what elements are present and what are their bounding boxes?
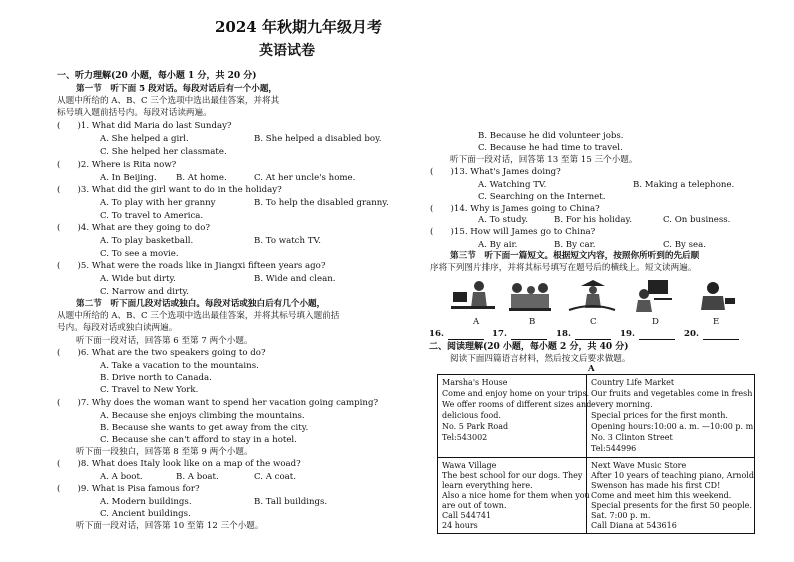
q1-option-b: B. She helped a disabled boy. bbox=[254, 134, 382, 144]
blank-number-20: 20. bbox=[684, 329, 699, 339]
ad-country-hours: Opening hours:10:00 a. m. —10:00 p. m. bbox=[591, 422, 756, 431]
exam-title: 2024 年秋期九年级月考 bbox=[215, 18, 382, 36]
ads-divider-horizontal bbox=[438, 457, 754, 458]
listen-6-7: 听下面一段对话，回答第 6 至第 7 两个小题。 bbox=[76, 336, 253, 346]
picture-e-cooking-icon bbox=[689, 278, 739, 314]
section1-header: 一、听力理解(20 小题，每小题 1 分，共 20 分) bbox=[57, 71, 257, 81]
q14-option-a: A. To study. bbox=[478, 215, 528, 225]
blank-number-18: 18. bbox=[556, 329, 571, 339]
question-9: ( )9. What is Pisa famous for? bbox=[57, 484, 200, 494]
q13-option-b: B. Making a telephone. bbox=[633, 180, 735, 190]
listen-10-12: 听下面一段对话，回答第 10 至第 12 三个小题。 bbox=[76, 521, 264, 531]
ad-country-phone: Tel:544996 bbox=[591, 444, 637, 453]
q8-option-c: C. A coat. bbox=[254, 472, 296, 482]
q2-option-b: B. At home. bbox=[176, 173, 227, 183]
ad-wawa-line: Also a nice home for them when you bbox=[442, 491, 590, 500]
q3-option-a: A. To play with her granny bbox=[100, 198, 216, 208]
ad-country-line: Our fruits and vegetables come in fresh bbox=[591, 389, 753, 398]
part2-line2: 从题中所给的 A、B、C 三个选项中选出最佳答案，并将其标号填入题前括 bbox=[57, 311, 340, 321]
q4-option-b: B. To watch TV. bbox=[254, 236, 321, 246]
ad-nextwave-title: Next Wave Music Store bbox=[591, 461, 687, 470]
question-15: ( )15. How will James go to China? bbox=[430, 227, 596, 237]
q5-option-a: A. Wide but dirty. bbox=[100, 274, 176, 284]
ad-marsha-line: Come and enjoy home on your trips. bbox=[442, 389, 590, 398]
ad-marsha-line: delicious food. bbox=[442, 411, 501, 420]
ad-wawa-line: The best school for our dogs. They bbox=[442, 471, 583, 480]
question-4: ( )4. What are they going to do? bbox=[57, 223, 211, 233]
q12-option-c: C. Because he had time to travel. bbox=[478, 143, 623, 153]
q7-option-b: B. Because she wants to get away from the city. bbox=[100, 423, 309, 433]
q8-option-b: B. A boat. bbox=[176, 472, 219, 482]
answer-blank-16[interactable] bbox=[429, 329, 484, 340]
q15-option-a: A. By air. bbox=[478, 240, 518, 250]
ad-country-address: No. 3 Clinton Street bbox=[591, 433, 673, 442]
ad-nextwave-line: Come and meet him this weekend. bbox=[591, 491, 732, 500]
q1-option-c: C. She helped her classmate. bbox=[100, 147, 227, 157]
q14-option-c: C. On business. bbox=[663, 215, 731, 225]
q4-option-a: A. To play basketball. bbox=[100, 236, 194, 246]
section2-intro: 阅读下面四篇语言材料，然后按文后要求做题。 bbox=[450, 354, 631, 364]
picture-label-a: A bbox=[473, 317, 480, 327]
blank-number-19: 19. bbox=[620, 329, 635, 339]
ad-marsha-address: No. 5 Park Road bbox=[442, 422, 509, 431]
picture-b-family-icon bbox=[505, 278, 555, 314]
q1-option-a: A. She helped a girl. bbox=[100, 134, 189, 144]
picture-label-e: E bbox=[713, 317, 720, 327]
q15-option-b: B. By car. bbox=[554, 240, 596, 250]
question-6: ( )6. What are the two speakers going to do? bbox=[57, 348, 266, 358]
question-14: ( )14. Why is James going to China? bbox=[430, 204, 600, 214]
section2-header: 二、阅读理解(20 小题，每小题 2 分，共 40 分) bbox=[429, 342, 629, 352]
q9-option-a: A. Modern buildings. bbox=[100, 497, 192, 507]
ad-nextwave-time: Sat. 7:00 p. m. bbox=[591, 511, 651, 520]
ad-country-line: every morning. bbox=[591, 400, 653, 409]
question-3: ( )3. What did the girl want to do in the holiday? bbox=[57, 185, 282, 195]
q5-option-c: C. Narrow and dirty. bbox=[100, 287, 189, 297]
part1-title: 第一节 听下面 5 段对话。每段对话后有一个小题， bbox=[76, 84, 278, 94]
q15-option-c: C. By sea. bbox=[663, 240, 706, 250]
blank-number-16: 16. bbox=[429, 329, 444, 339]
ad-wawa-hours: 24 hours bbox=[442, 521, 478, 530]
answer-blank-20[interactable] bbox=[684, 329, 739, 340]
blank-number-17: 17. bbox=[492, 329, 507, 339]
ad-marsha-phone: Tel:543002 bbox=[442, 433, 488, 442]
q3-option-b: B. To help the disabled granny. bbox=[254, 198, 389, 208]
ad-country-title: Country Life Market bbox=[591, 378, 675, 387]
q3-option-c: C. To travel to America. bbox=[100, 211, 204, 221]
ad-country-line: Special prices for the first month. bbox=[591, 411, 728, 420]
question-2: ( )2. Where is Rita now? bbox=[57, 160, 177, 170]
picture-d-computer-icon bbox=[630, 278, 680, 314]
ad-marsha-title: Marsha's House bbox=[442, 378, 508, 387]
q2-option-a: A. In Beijing. bbox=[100, 173, 157, 183]
q6-option-b: B. Drive north to Canada. bbox=[100, 373, 212, 383]
q7-option-c: C. Because she can't afford to stay in a hotel. bbox=[100, 435, 297, 445]
q5-option-b: B. Wide and clean. bbox=[254, 274, 336, 284]
ad-wawa-phone: Call 544741 bbox=[442, 511, 492, 520]
question-5: ( )5. What were the roads like in Jiangxi fifteen years ago? bbox=[57, 261, 326, 271]
ad-wawa-line: learn everything here. bbox=[442, 481, 533, 490]
q6-option-a: A. Take a vacation to the mountains. bbox=[100, 361, 259, 371]
q12-option-b: B. Because he did volunteer jobs. bbox=[478, 131, 624, 141]
q13-option-a: A. Watching TV. bbox=[478, 180, 547, 190]
ad-nextwave-line: After 10 years of teaching piano, Arnold bbox=[591, 471, 754, 480]
picture-c-farmer-icon bbox=[567, 278, 617, 314]
answer-blank-18[interactable] bbox=[556, 329, 611, 340]
picture-label-c: C bbox=[590, 317, 597, 327]
question-8: ( )8. What does Italy look like on a map of the woad? bbox=[57, 459, 301, 469]
listen-13-15: 听下面一段对话，回答第 13 至第 15 三个小题。 bbox=[450, 155, 638, 165]
q4-option-c: C. To see a movie. bbox=[100, 249, 179, 259]
question-1: ( )1. What did Maria do last Sunday? bbox=[57, 121, 232, 131]
ad-nextwave-line: Special presents for the first 50 people. bbox=[591, 501, 752, 510]
ad-nextwave-line: Swenson has made his first CD! bbox=[591, 481, 721, 490]
part1-line3: 标号填入题前括号内。每段对话读两遍。 bbox=[57, 108, 212, 118]
picture-a-reading-icon bbox=[449, 278, 499, 314]
part3-title: 第三节 听下面一篇短文。根据短文内容，按照你所听到的先后顺 bbox=[450, 251, 700, 261]
ad-marsha-line: We offer rooms of different sizes and bbox=[442, 400, 592, 409]
picture-label-d: D bbox=[652, 317, 659, 327]
q9-option-b: B. Tall buildings. bbox=[254, 497, 328, 507]
part3-line2: 序将下列图片排序，并将其标号填写在题号后的横线上。短文读两遍。 bbox=[430, 263, 697, 273]
ad-wawa-line: are out of town. bbox=[442, 501, 507, 510]
part2-title: 第二节 听下面几段对话或独白。每段对话或独白后有几个小题， bbox=[76, 299, 326, 309]
q6-option-c: C. Travel to New York. bbox=[100, 385, 199, 395]
q13-option-c: C. Searching on the Internet. bbox=[478, 192, 606, 202]
part1-line2: 从题中所给的 A、B、C 三个选项中选出最佳答案，并将其 bbox=[57, 96, 280, 106]
ad-nextwave-phone: Call Diana at 543616 bbox=[591, 521, 677, 530]
part2-line3: 号内。每段对话或独白读两遍。 bbox=[57, 323, 178, 333]
q8-option-a: A. A boot. bbox=[100, 472, 143, 482]
q9-option-c: C. Ancient buildings. bbox=[100, 509, 191, 519]
question-7: ( )7. Why does the woman want to spend her vacation going camping? bbox=[57, 398, 379, 408]
ad-wawa-title: Wawa Village bbox=[442, 461, 497, 470]
ads-table bbox=[437, 374, 755, 534]
q2-option-c: C. At her uncle's home. bbox=[254, 173, 356, 183]
q14-option-b: B. For his holiday. bbox=[554, 215, 632, 225]
q7-option-a: A. Because she enjoys climbing the mountains. bbox=[100, 411, 305, 421]
question-13: ( )13. What's James doing? bbox=[430, 167, 561, 177]
listen-8-9: 听下面一段独白，回答第 8 至第 9 两个小题。 bbox=[76, 447, 253, 457]
answer-blank-19[interactable] bbox=[620, 329, 675, 340]
picture-label-b: B bbox=[529, 317, 536, 327]
exam-subtitle: 英语试卷 bbox=[259, 43, 315, 59]
passage-label: A bbox=[588, 364, 595, 374]
answer-blank-17[interactable] bbox=[492, 329, 547, 340]
